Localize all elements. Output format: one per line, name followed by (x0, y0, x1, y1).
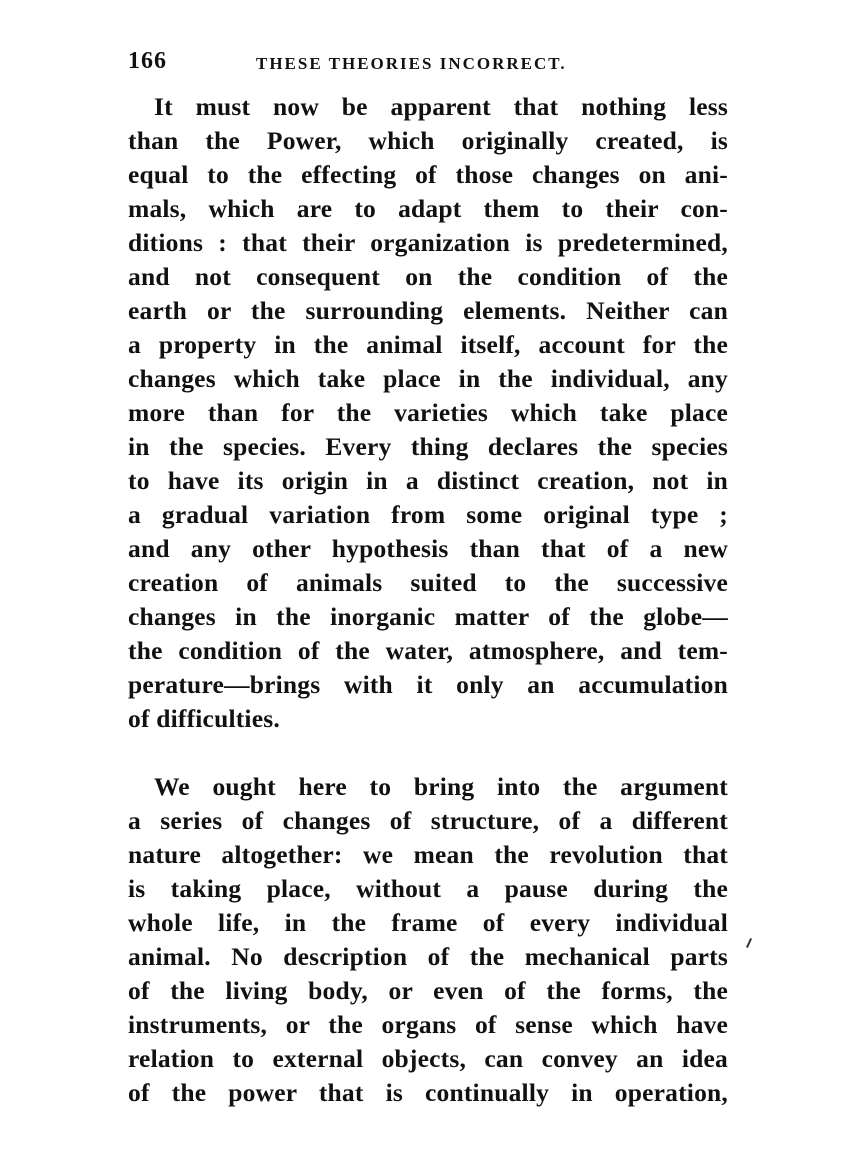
text-line: in the species. Every thing declares the species (128, 432, 728, 461)
text-line: and any other hypothesis than that of a new (128, 534, 728, 563)
text-line: more than for the varieties which take place (128, 398, 728, 427)
text-line: the condition of the water, atmosphere, and tem- (128, 636, 728, 665)
text-line: to have its origin in a distinct creation, not in (128, 466, 728, 495)
text-line: of difficulties. (128, 704, 280, 733)
body-text (128, 90, 728, 1110)
text-line: and not consequent on the condition of the (128, 262, 728, 291)
text-line: earth or the surrounding elements. Neither can (128, 296, 728, 325)
text-line: creation of animals suited to the successive (128, 568, 728, 597)
paragraph-2 (128, 770, 728, 1110)
text-line: It must now be apparent that nothing less (154, 92, 728, 121)
text-line: is taking place, without a pause during the (128, 874, 728, 903)
page-header (128, 48, 728, 78)
text-line: equal to the effecting of those changes on ani- (128, 160, 728, 189)
text-line: changes in the inorganic matter of the globe— (128, 602, 728, 631)
text-line: a gradual variation from some original type ; (128, 500, 728, 529)
text-line: of the power that is continually in operation, (128, 1078, 728, 1107)
page-number: 166 (128, 48, 167, 74)
text-line: instruments, or the organs of sense which have (128, 1010, 728, 1039)
text-line: animal. No description of the mechanical parts (128, 942, 728, 971)
paragraph-1 (128, 90, 728, 736)
text-line: perature—brings with it only an accumulation (128, 670, 728, 699)
text-line: We ought here to bring into the argument (154, 772, 728, 801)
text-line: whole life, in the frame of every individual (128, 908, 728, 937)
text-line: a property in the animal itself, account for the (128, 330, 728, 359)
text-line: nature altogether: we mean the revolution that (128, 840, 728, 869)
text-line: a series of changes of structure, of a different (128, 806, 728, 835)
running-head: THESE THEORIES INCORRECT. (256, 54, 567, 73)
text-line: than the Power, which originally created, is (128, 126, 728, 155)
text-line: changes which take place in the individual, any (128, 364, 728, 393)
text-line: ditions : that their organization is predetermined, (128, 228, 728, 257)
stray-ink-mark (746, 938, 752, 948)
text-line: mals, which are to adapt them to their con- (128, 194, 728, 223)
text-line: relation to external objects, can convey an idea (128, 1044, 728, 1073)
text-line: of the living body, or even of the forms, the (128, 976, 728, 1005)
